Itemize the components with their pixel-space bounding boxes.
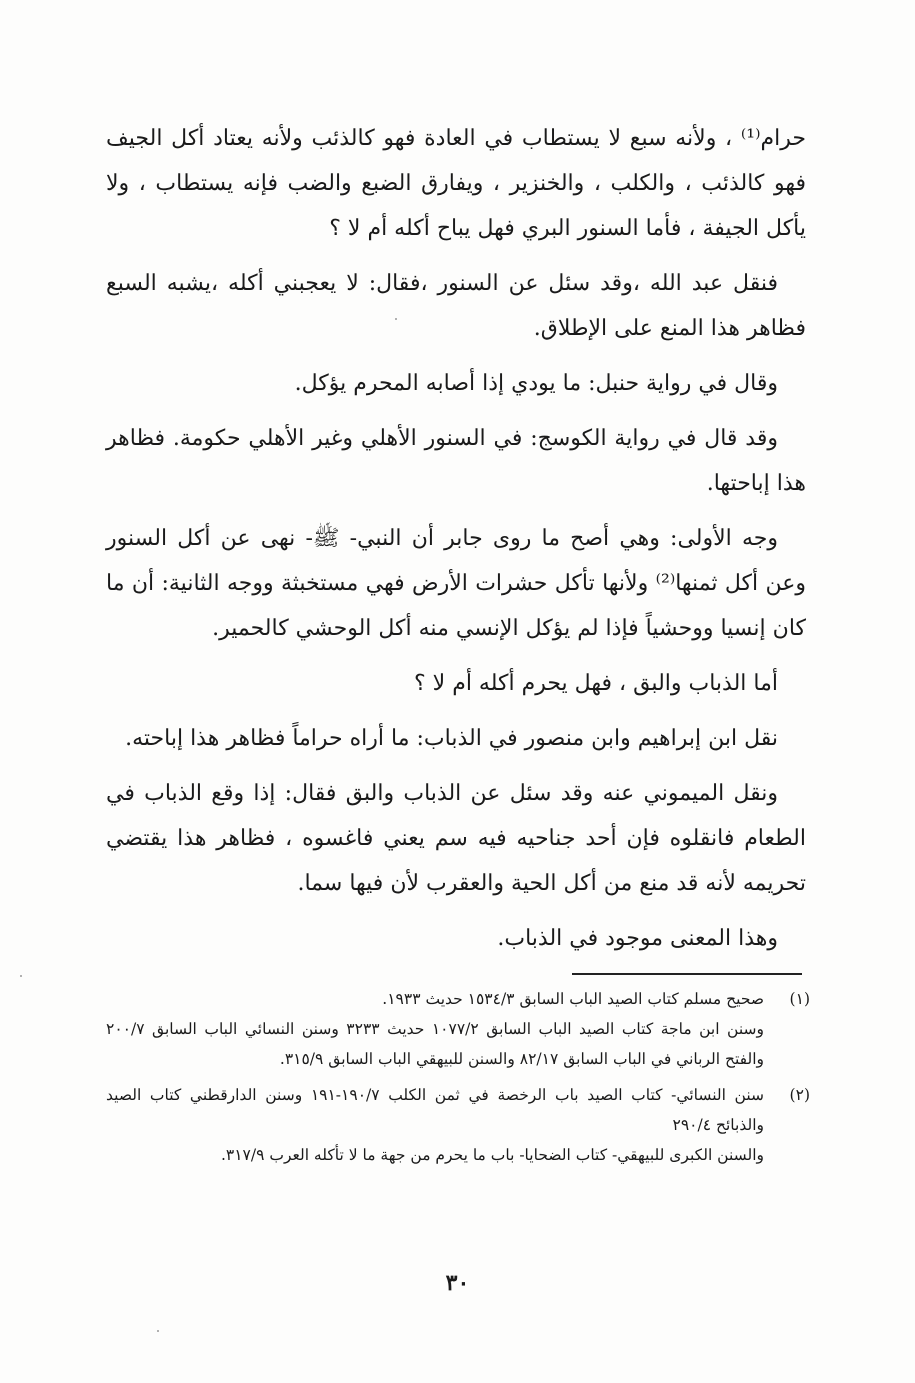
footnote-number: (١) [789,990,810,1008]
scan-speck [157,1330,159,1332]
footnote-line: وسنن ابن ماجة كتاب الصيد الباب السابق ١٠٧٧/٢ حديث ٣٢٣٣ وسنن النسائي الباب السابق ٢٠٠/٧ والفتح الرباني في الباب السابق ٨٢/١٧ والسنن للبيهقي الباب السابق ٣١٥/٩. [106,1020,764,1068]
footnote-body [106,1080,764,1170]
footnote-separator [572,973,802,975]
paragraph-2: فنقل عبد الله ،وقد سئل عن السنور ،فقال: لا يعجبني أكله ،يشبه السبع فظاهر هذا المنع على الإطلاق. [106,271,806,341]
paragraph-9: وهذا المعنى موجود في الذباب. [497,926,778,951]
footnote-number: (٢) [789,1086,810,1104]
paragraph-1: حرام⁽¹⁾ ، ولأنه سبع لا يستطاب في العادة فهو كالذئب ولأنه يعتاد أكل الجيف فهو كالذئب ، والكلب ، والخنزير ، ويفارق الضبع والضب فإنه يستطاب ، ولا يأكل الجيفة ، فأما السنور البري فهل يباح أكله أم لا ؟ [106,126,806,241]
paragraph-7: نقل ابن إبراهيم وابن منصور في الذباب: ما أراه حراماً فظاهر هذا إباحته. [125,726,778,751]
paragraph-6: أما الذباب والبق ، فهل يحرم أكله أم لا ؟ [414,671,778,696]
main-text [106,116,806,971]
scan-speck [395,318,397,320]
paragraph-8: ونقل الميموني عنه وقد سئل عن الذباب والبق فقال: إذا وقع الذباب في الطعام فانقلوه فإن أحد جناحيه فيه سم يعني فاغسوه ، فظاهر هذا يقتضي تحريمه لأنه قد منع من أكل الحية والعقرب لأن فيها سما. [106,781,806,896]
footnote-line: والسنن الكبرى للبيهقي- كتاب الضحايا- باب ما يحرم من جهة ما لا تأكله العرب ٣١٧/٩. [220,1146,764,1164]
footnote-2 [106,1080,810,1170]
footnotes [106,984,810,1176]
footnote-line: صحيح مسلم كتاب الصيد الباب السابق ١٥٣٤/٣ حديث ١٩٣٣. [382,990,764,1008]
footnote-body [106,984,764,1074]
page-number: ٣٠ [445,1270,470,1296]
paragraph-3: وقال في رواية حنبل: ما يودي إذا أصابه المحرم يؤكل. [294,371,778,396]
footnote-1 [106,984,810,1074]
footnote-line: سنن النسائي- كتاب الصيد باب الرخصة في ثمن الكلب ١٩٠/٧-١٩١ وسنن الدارقطني كتاب الصيد والذبائح ٢٩٠/٤ [106,1086,764,1134]
paragraph-5: وجه الأولى: وهي أصح ما روى جابر أن النبي- ﷺ- نهى عن أكل السنور وعن أكل ثمنها⁽²⁾ ولأنها تأكل حشرات الأرض فهي مستخبثة ووجه الثانية: أن ما كان إنسيا ووحشياً فإذا لم يؤكل الإنسي منه أكل الوحشي كالحمير. [106,526,806,641]
scan-speck [20,975,22,977]
paragraph-4: وقد قال في رواية الكوسج: في السنور الأهلي وغير الأهلي حكومة. فظاهر هذا إباحتها. [106,426,806,496]
